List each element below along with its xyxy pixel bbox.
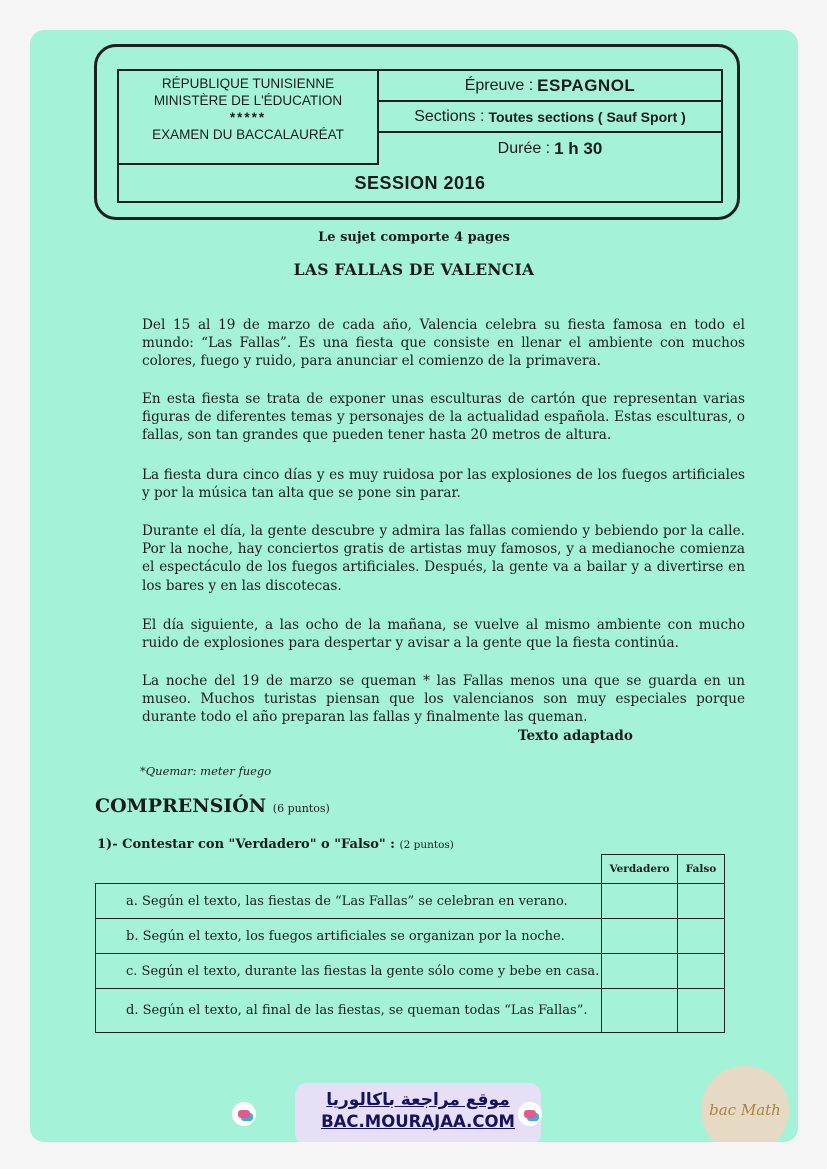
col-falso: Falso xyxy=(678,855,725,884)
paragraph-3: La fiesta dura cinco días y es muy ruidosa por las explosiones de los fuegos artificiales y por la música tan alta que se pone sin parar. xyxy=(142,467,745,502)
answer-d-falso[interactable] xyxy=(678,989,725,1033)
answer-b-verdadero[interactable] xyxy=(602,919,678,954)
paragraph-5: El día siguiente, a las ocho de la mañana, se vuelve al mismo ambiente con mucho ruido de explosiones para despertar y avisar a la gente que la fiesta continúa. xyxy=(142,617,745,652)
duree-label: Durée : xyxy=(497,139,551,157)
pages-note: Le sujet comporte 4 pages xyxy=(318,230,510,245)
statement-c: c. Según el texto, durante las fiestas la gente sólo come y bebe en casa. xyxy=(96,954,602,989)
table-row xyxy=(96,989,725,1033)
country-name: RÉPUBLIQUE TUNISIENNE xyxy=(161,76,335,91)
books-icon xyxy=(518,1102,542,1126)
answer-c-falso[interactable] xyxy=(678,954,725,989)
ministry-name: MINISTÈRE DE L'ÉDUCATION xyxy=(153,93,343,108)
statement-b: b. Según el texto, los fuegos artificiales se organizan por la noche. xyxy=(96,919,602,954)
comprension-title: COMPRENSIÓN xyxy=(95,795,267,817)
books-icon xyxy=(232,1102,256,1126)
comprension-heading xyxy=(95,795,330,817)
question-1 xyxy=(97,837,454,852)
answer-a-verdadero[interactable] xyxy=(602,884,678,919)
duree-row xyxy=(379,133,721,164)
epreuve-value: ESPAGNOL xyxy=(537,75,636,95)
true-false-table xyxy=(95,854,725,1033)
sections-value: Toutes sections ( Sauf Sport ) xyxy=(488,108,686,125)
sections-label: Sections : xyxy=(414,107,485,125)
site-watermark[interactable] xyxy=(295,1083,541,1142)
answer-c-verdadero[interactable] xyxy=(602,954,678,989)
header-table xyxy=(117,69,723,203)
question-1-points: (2 puntos) xyxy=(399,839,454,851)
exam-name: EXAMEN DU BACCALAURÉAT xyxy=(152,127,344,142)
exam-header xyxy=(94,44,740,220)
blank-header xyxy=(96,855,602,884)
statement-d: d. Según el texto, al final de las fiestas, se queman todas “Las Fallas”. xyxy=(96,989,602,1033)
table-row xyxy=(96,919,725,954)
text-title: LAS FALLAS DE VALENCIA xyxy=(293,260,535,279)
answer-d-verdadero[interactable] xyxy=(602,989,678,1033)
comprension-points: (6 puntos) xyxy=(272,802,330,815)
statement-a: a. Según el texto, las fiestas de “Las Fallas” se celebran en verano. xyxy=(96,884,602,919)
epreuve-label: Épreuve : xyxy=(464,76,534,94)
bac-math-logo: bac Math xyxy=(701,1066,789,1142)
header-institution xyxy=(119,71,379,165)
header-details xyxy=(379,71,721,165)
paragraph-2: En esta fiesta se trata de exponer unas esculturas de cartón que representan varias figuras de diferentes temas y personajes de la actualidad española. Estas esculturas, o fallas, son tan grandes que pueden tener hasta 20 metros de altura. xyxy=(142,391,745,444)
site-name-arabic[interactable]: موقع مراجعة باكالوريا xyxy=(326,1090,510,1110)
header-stars: ***** xyxy=(229,110,267,125)
question-1-label: 1)- Contestar con "Verdadero" o "Falso" : xyxy=(97,837,395,852)
text-source: Texto adaptado xyxy=(518,728,633,744)
col-verdadero: Verdadero xyxy=(602,855,678,884)
answer-a-falso[interactable] xyxy=(678,884,725,919)
table-header-row xyxy=(96,855,725,884)
session-title: SESSION 2016 xyxy=(354,172,486,193)
epreuve-row xyxy=(379,71,721,102)
answer-b-falso[interactable] xyxy=(678,919,725,954)
exam-page xyxy=(30,30,798,1142)
sections-row xyxy=(379,102,721,133)
duree-value: 1 h 30 xyxy=(554,138,603,158)
table-row xyxy=(96,884,725,919)
table-row xyxy=(96,954,725,989)
paragraph-6: La noche del 19 de marzo se queman * las Fallas menos una que se guarda en un museo. Muchos turistas piensan que los valencianos son muy especiales porque durante todo el año preparan las fallas y finalmente las queman. xyxy=(142,673,745,726)
footnote: *Quemar: meter fuego xyxy=(140,764,272,778)
paragraph-4: Durante el día, la gente descubre y admira las fallas comiendo y bebiendo por la calle. Por la noche, hay conciertos gratis de artistas muy famosos, y a medianoche comienza el espectáculo de los fuegos artificiales. Después, la gente va a bailar y a divertirse en los bares y en las discotecas. xyxy=(142,523,745,594)
paragraph-1: Del 15 al 19 de marzo de cada año, Valencia celebra su fiesta famosa en todo el mundo: “Las Fallas”. Es una fiesta que consiste en llenar el ambiente con muchos colores, fuego y ruido, para anunciar el comienzo de la primavera. xyxy=(142,317,745,370)
site-url-link[interactable]: BAC.MOURAJAA.COM xyxy=(321,1112,515,1131)
